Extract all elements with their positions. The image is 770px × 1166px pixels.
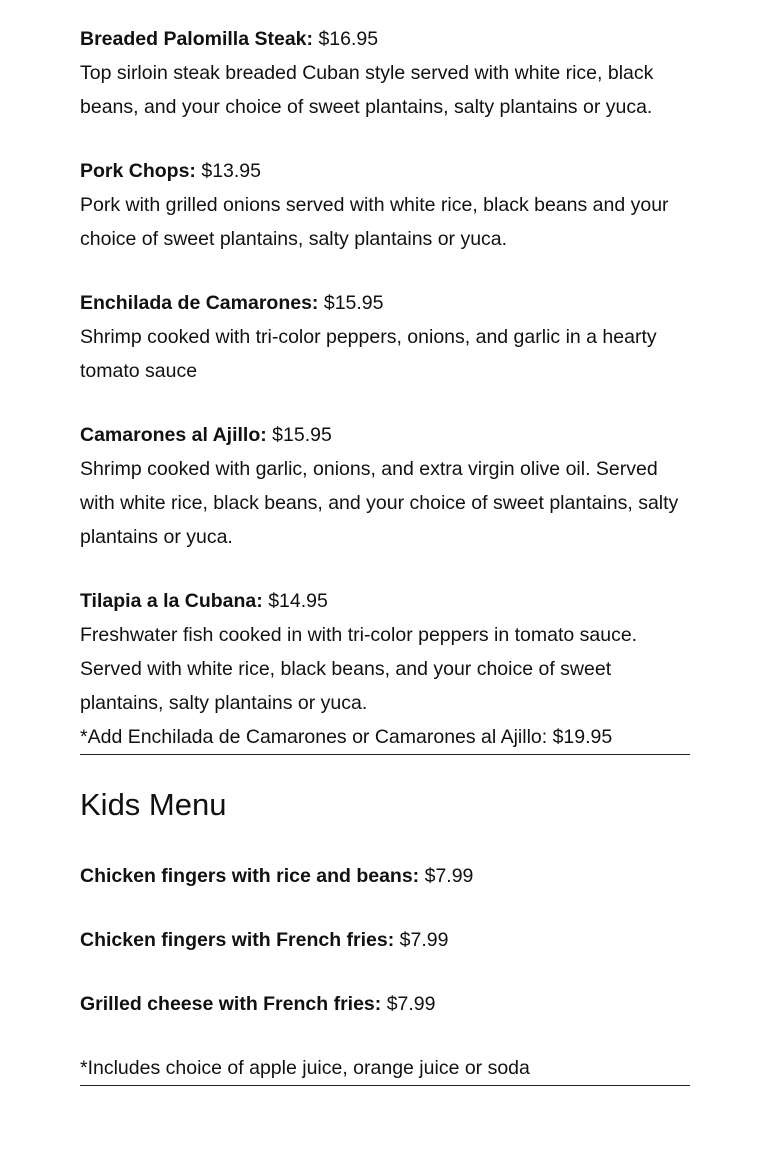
item-name: Enchilada de Camarones: (80, 292, 319, 314)
kids-item-rice-beans (80, 859, 690, 893)
item-name: Chicken fingers with rice and beans: (80, 865, 420, 887)
item-price: $14.95 (268, 590, 328, 612)
item-description: Pork with grilled onions served with white rice, black beans and your choice of sweet plantains, salty plantains or yuca. (80, 194, 669, 250)
kids-drink-note: *Includes choice of apple juice, orange juice or soda (80, 1057, 530, 1079)
item-price: $7.99 (399, 929, 449, 951)
item-name: Pork Chops: (80, 160, 196, 182)
section-divider (80, 754, 690, 755)
item-description: Freshwater fish cooked in with tri-color peppers in tomato sauce. Served with white rice, black beans, and your choice of sweet plantains, salty plantains or yuca. (80, 624, 638, 714)
kids-menu-section (80, 859, 690, 1085)
item-name: Tilapia a la Cubana: (80, 590, 263, 612)
item-name: Grilled cheese with French fries: (80, 993, 382, 1015)
kids-item-fingers-fries (80, 923, 690, 957)
item-addon-note: *Add Enchilada de Camarones or Camarones al Ajillo: $19.95 (80, 726, 613, 748)
kids-item-grilled-cheese (80, 987, 690, 1021)
menu-item-enchilada (80, 286, 690, 388)
item-price: $7.99 (424, 865, 474, 887)
item-description: Shrimp cooked with tri-color peppers, onions, and garlic in a hearty tomato sauce (80, 326, 657, 382)
item-name: Chicken fingers with French fries: (80, 929, 395, 951)
menu-item-ajillo (80, 418, 690, 554)
item-price: $15.95 (323, 292, 384, 314)
kids-menu-heading: Kids Menu (80, 787, 227, 822)
menu-item-pork-chops (80, 154, 690, 256)
item-price: $15.95 (272, 424, 332, 446)
item-price: $7.99 (386, 993, 436, 1015)
item-name: Camarones al Ajillo: (80, 424, 267, 446)
item-description: Top sirloin steak breaded Cuban style served with white rice, black beans, and your choice of sweet plantains, salty plantains or yuca. (80, 62, 654, 118)
item-name: Breaded Palomilla Steak: (80, 28, 314, 50)
item-description: Shrimp cooked with garlic, onions, and extra virgin olive oil. Served with white rice, black beans, and your choice of sweet plantains, salty plantains or yuca. (80, 458, 679, 548)
menu-item-palomilla (80, 22, 690, 124)
section-divider (80, 1085, 690, 1086)
item-price: $13.95 (201, 160, 262, 182)
menu-content (80, 22, 690, 1086)
menu-item-tilapia (80, 584, 690, 754)
item-price: $16.95 (318, 28, 379, 50)
